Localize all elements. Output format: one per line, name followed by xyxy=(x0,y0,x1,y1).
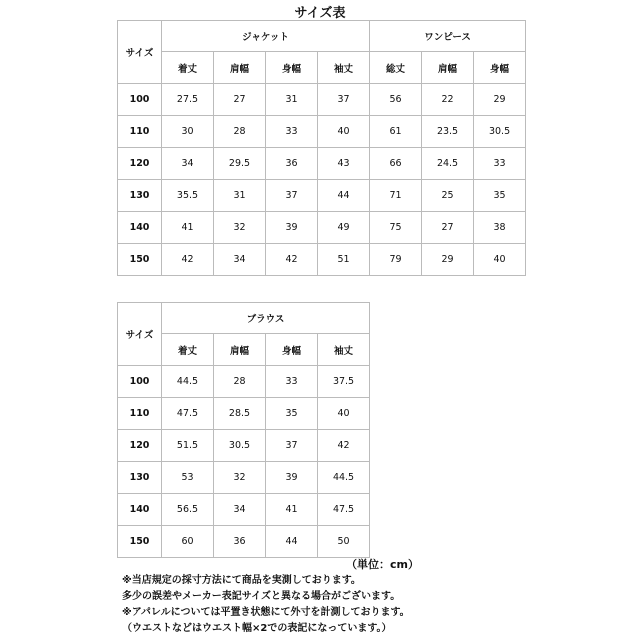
value-cell: 29.5 xyxy=(214,148,266,180)
value-cell: 28.5 xyxy=(214,398,266,430)
value-cell: 40 xyxy=(318,116,370,148)
table-row xyxy=(118,526,370,558)
page-title: サイズ表 xyxy=(294,6,346,21)
value-cell: 42 xyxy=(318,430,370,462)
group-header-jacket: ジャケット xyxy=(162,21,370,52)
size-cell: 140 xyxy=(118,212,162,244)
value-cell: 42 xyxy=(162,244,214,276)
size-cell: 150 xyxy=(118,526,162,558)
value-cell: 51.5 xyxy=(162,430,214,462)
value-cell: 37 xyxy=(266,180,318,212)
size-table-jacket-onepiece xyxy=(117,20,526,276)
size-cell: 110 xyxy=(118,398,162,430)
column-header: 肩幅 xyxy=(214,52,266,84)
column-header: 身幅 xyxy=(474,52,526,84)
size-cell: 120 xyxy=(118,430,162,462)
value-cell: 27.5 xyxy=(162,84,214,116)
size-header: サイズ xyxy=(118,21,162,84)
note-line: ※アパレルについては平置き状態にて外寸を計測しております。 xyxy=(122,607,410,618)
column-header: 肩幅 xyxy=(214,334,266,366)
value-cell: 30.5 xyxy=(474,116,526,148)
value-cell: 39 xyxy=(266,462,318,494)
value-cell: 49 xyxy=(318,212,370,244)
value-cell: 32 xyxy=(214,462,266,494)
value-cell: 47.5 xyxy=(318,494,370,526)
table-row xyxy=(118,148,526,180)
value-cell: 27 xyxy=(214,84,266,116)
value-cell: 34 xyxy=(214,494,266,526)
column-header: 総丈 xyxy=(370,52,422,84)
table-row xyxy=(118,180,526,212)
value-cell: 31 xyxy=(214,180,266,212)
value-cell: 22 xyxy=(422,84,474,116)
value-cell: 56.5 xyxy=(162,494,214,526)
value-cell: 44 xyxy=(266,526,318,558)
value-cell: 41 xyxy=(162,212,214,244)
column-header: 身幅 xyxy=(266,334,318,366)
value-cell: 29 xyxy=(422,244,474,276)
note-line: 多少の誤差やメーカー表記サイズと異なる場合がございます。 xyxy=(122,591,401,602)
value-cell: 28 xyxy=(214,116,266,148)
table-row xyxy=(118,212,526,244)
value-cell: 44 xyxy=(318,180,370,212)
value-cell: 33 xyxy=(266,366,318,398)
column-header: 袖丈 xyxy=(318,52,370,84)
value-cell: 39 xyxy=(266,212,318,244)
unit-label: （単位：cm） xyxy=(346,558,419,571)
value-cell: 25 xyxy=(422,180,474,212)
value-cell: 28 xyxy=(214,366,266,398)
value-cell: 34 xyxy=(214,244,266,276)
value-cell: 40 xyxy=(318,398,370,430)
table-row xyxy=(118,430,370,462)
value-cell: 47.5 xyxy=(162,398,214,430)
value-cell: 38 xyxy=(474,212,526,244)
notes xyxy=(122,573,410,637)
size-cell: 150 xyxy=(118,244,162,276)
value-cell: 50 xyxy=(318,526,370,558)
value-cell: 33 xyxy=(266,116,318,148)
group-header-blouse: ブラウス xyxy=(162,303,370,334)
note-line: ※当店規定の採寸方法にて商品を実測しております。 xyxy=(122,575,361,586)
value-cell: 60 xyxy=(162,526,214,558)
size-table-blouse xyxy=(117,302,370,558)
value-cell: 32 xyxy=(214,212,266,244)
value-cell: 43 xyxy=(318,148,370,180)
value-cell: 75 xyxy=(370,212,422,244)
column-header: 着丈 xyxy=(162,52,214,84)
value-cell: 44.5 xyxy=(318,462,370,494)
value-cell: 41 xyxy=(266,494,318,526)
table-row xyxy=(118,84,526,116)
value-cell: 37 xyxy=(318,84,370,116)
value-cell: 35.5 xyxy=(162,180,214,212)
value-cell: 30.5 xyxy=(214,430,266,462)
column-header: 肩幅 xyxy=(422,52,474,84)
value-cell: 29 xyxy=(474,84,526,116)
column-header: 着丈 xyxy=(162,334,214,366)
value-cell: 37.5 xyxy=(318,366,370,398)
value-cell: 36 xyxy=(266,148,318,180)
value-cell: 40 xyxy=(474,244,526,276)
size-cell: 100 xyxy=(118,366,162,398)
note-line: （ウエストなどはウエスト幅×2での表記になっています。） xyxy=(122,623,392,634)
table-row xyxy=(118,366,370,398)
value-cell: 30 xyxy=(162,116,214,148)
table-row xyxy=(118,398,370,430)
group-header-onepiece: ワンピース xyxy=(370,21,526,52)
table-row xyxy=(118,244,526,276)
size-cell: 130 xyxy=(118,180,162,212)
value-cell: 31 xyxy=(266,84,318,116)
value-cell: 35 xyxy=(474,180,526,212)
value-cell: 44.5 xyxy=(162,366,214,398)
value-cell: 36 xyxy=(214,526,266,558)
value-cell: 42 xyxy=(266,244,318,276)
value-cell: 66 xyxy=(370,148,422,180)
value-cell: 37 xyxy=(266,430,318,462)
size-cell: 110 xyxy=(118,116,162,148)
size-header: サイズ xyxy=(118,303,162,366)
column-header: 袖丈 xyxy=(318,334,370,366)
size-cell: 100 xyxy=(118,84,162,116)
size-cell: 130 xyxy=(118,462,162,494)
value-cell: 23.5 xyxy=(422,116,474,148)
value-cell: 51 xyxy=(318,244,370,276)
table-row xyxy=(118,462,370,494)
value-cell: 35 xyxy=(266,398,318,430)
value-cell: 27 xyxy=(422,212,474,244)
column-header: 身幅 xyxy=(266,52,318,84)
size-cell: 140 xyxy=(118,494,162,526)
value-cell: 61 xyxy=(370,116,422,148)
table-row xyxy=(118,494,370,526)
value-cell: 24.5 xyxy=(422,148,474,180)
value-cell: 79 xyxy=(370,244,422,276)
size-cell: 120 xyxy=(118,148,162,180)
value-cell: 71 xyxy=(370,180,422,212)
value-cell: 56 xyxy=(370,84,422,116)
value-cell: 53 xyxy=(162,462,214,494)
table-row xyxy=(118,116,526,148)
value-cell: 34 xyxy=(162,148,214,180)
value-cell: 33 xyxy=(474,148,526,180)
